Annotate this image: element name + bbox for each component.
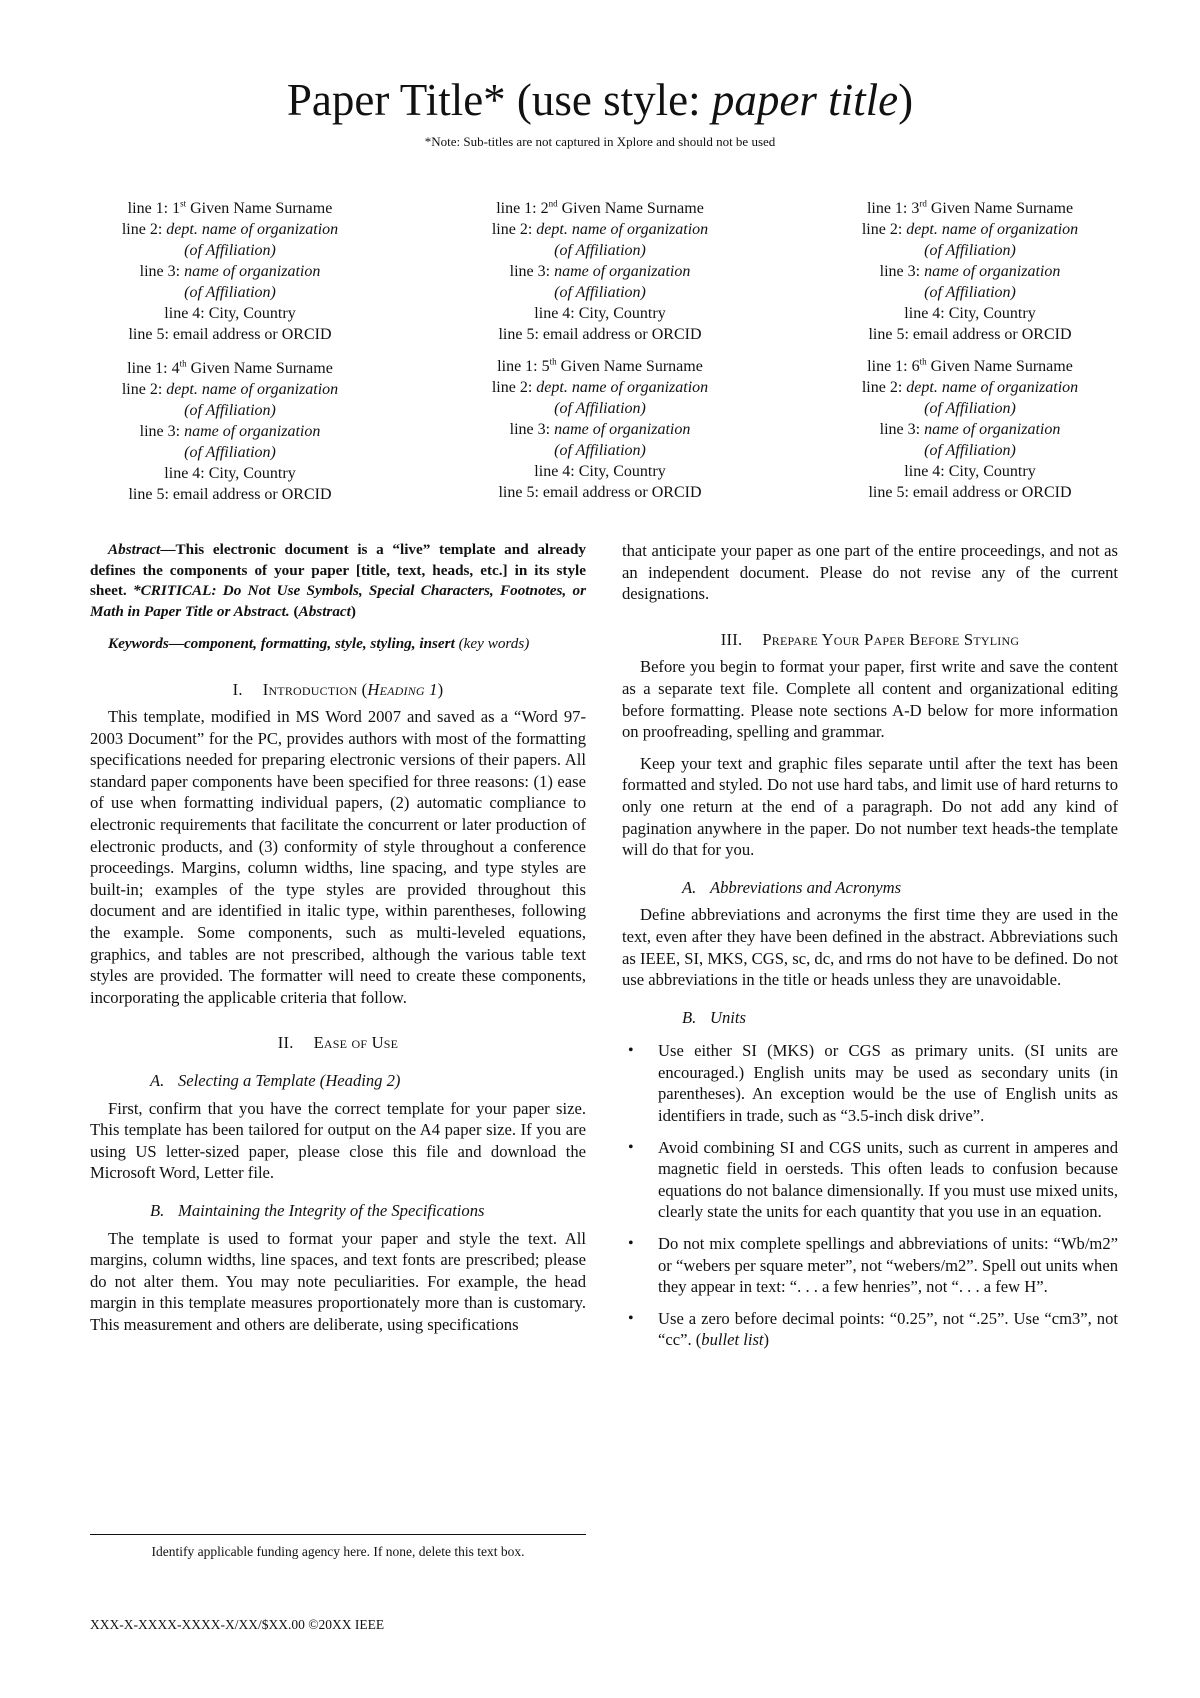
- author-line-2b: (of Affiliation): [554, 400, 646, 417]
- author-line-3b: (of Affiliation): [924, 442, 1016, 459]
- author-line-1: line 1: 3rd Given Name Surname: [866, 198, 1074, 217]
- author-line-2: line 2: dept. name of organization: [861, 221, 1079, 238]
- author-email[interactable]: line 5: email address or ORCID: [128, 486, 332, 503]
- author-line-3b: (of Affiliation): [184, 444, 276, 461]
- author-line-3b: (of Affiliation): [184, 284, 276, 301]
- author-line-2: line 2: dept. name of organization: [121, 381, 339, 398]
- author-line-1: line 1: 6th Given Name Surname: [867, 356, 1073, 375]
- author-3: [810, 198, 1130, 345]
- author-line-2b: (of Affiliation): [554, 242, 646, 259]
- maintaining-integrity-body: The template is used to format your paper and style the text. All margins, column widths, line spaces, and text fonts are prescribed; please do not alter them. You may note peculiarities. For example, the head margin in this template measures proportionately more than is customary. This measurement and others are deliberate, using specifications: [90, 1228, 586, 1334]
- subtitle-note: *Note: Sub-titles are not captured in Xplore and should not be used: [424, 134, 776, 149]
- prepare-body-2: Keep your text and graphic files separate until after the text has been formatted and styled. Do not use hard tabs, and limit use of hard returns to only one return at the end of a paragraph. Do not add any kind of pagination anywhere in the paper. Do not number text heads-the template will do that for you.: [622, 753, 1118, 860]
- list-item: • Avoid combining SI and CGS units, such as current in amperes and magnetic field in oersteds. This often leads to confusion because equations do not balance dimensionally. If you must use mixed units, clearly state the units for each quantity that you use in an equation.: [628, 1137, 1118, 1222]
- author-line-2b: (of Affiliation): [924, 242, 1016, 259]
- heading-units: B. Units: [682, 1007, 746, 1027]
- author-line-4: line 4: City, Country: [164, 465, 296, 482]
- author-line-1: line 1: 5th Given Name Surname: [497, 356, 703, 375]
- units-bullet-list: [622, 1040, 1118, 1351]
- author-line-2: line 2: dept. name of organization: [121, 221, 339, 238]
- author-line-2: line 2: dept. name of organization: [491, 221, 709, 238]
- author-line-3: line 3: name of organization: [879, 421, 1061, 438]
- title-close: ): [898, 75, 914, 125]
- selecting-template-body: First, confirm that you have the correct template for your paper size. This template has been tailored for output on the A4 paper size. If you are using US letter-sized paper, please close this file and download the Microsoft Word, Letter file.: [90, 1098, 586, 1183]
- left-column: [90, 540, 586, 1336]
- list-item: • Use either SI (MKS) or CGS as primary units. (SI units are encouraged.) English units may be used as secondary units (in parentheses). An exception would be the use of English units as identifiers in trade, such as “3.5-inch disk drive”.: [628, 1041, 1118, 1126]
- author-line-2b: (of Affiliation): [924, 400, 1016, 417]
- bullet-icon: •: [628, 1309, 634, 1327]
- author-line-3: line 3: name of organization: [879, 263, 1061, 280]
- copyright-notice: XXX-X-XXXX-XXXX-X/XX/$XX.00 ©20XX IEEE: [90, 1617, 385, 1632]
- author-line-2b: (of Affiliation): [184, 242, 276, 259]
- author-line-4: line 4: City, Country: [904, 305, 1036, 322]
- author-line-4: line 4: City, Country: [904, 463, 1036, 480]
- author-line-3: line 3: name of organization: [509, 421, 691, 438]
- right-column: [622, 540, 1118, 1361]
- author-line-4: line 4: City, Country: [534, 463, 666, 480]
- author-6: [810, 356, 1130, 503]
- introduction-body: This template, modified in MS Word 2007 and saved as a “Word 97-2003 Document” for the PC, provides authors with most of the formatting specifications needed for preparing electronic versions of their papers. All standard paper components have been specified for three reasons: (1) ease of use when formatting individual papers, (2) automatic compliance to electronic requirements that facilitate the concurrent or later production of electronic products, and (3) conformity of style throughout a conference proceedings. Margins, column widths, line spacing, and type styles are built-in; examples of the type styles are provided throughout this document and are identified in italic type, within parentheses, following the example. Some components, such as multi-leveled equations, graphics, and tables are not prescribed, although the various table text styles are provided. The formatter will need to create these components, incorporating the applicable criteria that follow.: [90, 707, 586, 1007]
- bullet-icon: •: [628, 1042, 634, 1060]
- author-email[interactable]: line 5: email address or ORCID: [498, 484, 702, 501]
- author-4: [70, 358, 390, 505]
- heading-ease-of-use: II. Ease of Use: [277, 1033, 399, 1053]
- maintaining-integrity-continued: that anticipate your paper as one part of the entire proceedings, and not as an independent document. Please do not revise any of the current designations.: [622, 541, 1118, 604]
- funding-footnote[interactable]: Identify applicable funding agency here. If none, delete this text box.: [151, 1544, 525, 1559]
- author-line-3b: (of Affiliation): [924, 284, 1016, 301]
- author-line-3b: (of Affiliation): [554, 442, 646, 459]
- title-main: Paper Title* (use style:: [286, 75, 712, 125]
- author-5: [440, 356, 760, 503]
- paper-title: [0, 72, 1200, 128]
- author-2: [440, 198, 760, 345]
- author-line-2b: (of Affiliation): [184, 402, 276, 419]
- heading-prepare-paper: III. Prepare Your Paper Before Styling: [720, 629, 1020, 649]
- author-email[interactable]: line 5: email address or ORCID: [868, 326, 1072, 343]
- author-line-1: line 1: 1st Given Name Surname: [127, 198, 333, 217]
- footnote-divider: [90, 1534, 586, 1535]
- author-line-1: line 1: 2nd Given Name Surname: [496, 198, 704, 217]
- author-line-3: line 3: name of organization: [139, 263, 321, 280]
- author-line-3: line 3: name of organization: [139, 423, 321, 440]
- title-style-name: paper title: [711, 75, 899, 125]
- heading-selecting-template: A. Selecting a Template (Heading 2): [150, 1071, 401, 1090]
- abbreviations-body: Define abbreviations and acronyms the first time they are used in the text, even after they have been defined in the abstract. Abbreviations such as IEEE, SI, MKS, CGS, sc, dc, and rms do not have to be defined. Do not use abbreviations in the title or heads unless they are unavoidable.: [622, 905, 1118, 990]
- author-line-2: line 2: dept. name of organization: [861, 379, 1079, 396]
- author-line-2: line 2: dept. name of organization: [491, 379, 709, 396]
- author-email[interactable]: line 5: email address or ORCID: [868, 484, 1072, 501]
- author-line-4: line 4: City, Country: [534, 305, 666, 322]
- author-email[interactable]: line 5: email address or ORCID: [498, 326, 702, 343]
- abstract: Abstract—This electronic document is a “live” template and already defines the components of your paper [title, text, heads, etc.] in its style sheet. *CRITICAL: Do Not Use Symbols, Special Characters, Footnotes, or Math in Paper Title or Abstract. (Abstract): [90, 541, 587, 620]
- list-item: • Do not mix complete spellings and abbreviations of units: “Wb/m2” or “webers per square meter”, not “webers/m2”. Spell out units when they appear in text: “. . . a few henries”, not “. . . a few H”.: [628, 1234, 1118, 1297]
- author-line-1: line 1: 4th Given Name Surname: [127, 358, 333, 377]
- author-line-3: line 3: name of organization: [509, 263, 691, 280]
- author-line-3b: (of Affiliation): [554, 284, 646, 301]
- heading-abbreviations: A. Abbreviations and Acronyms: [682, 877, 902, 897]
- keywords: Keywords—component, formatting, style, styling, insert (key words): [108, 635, 530, 652]
- bullet-icon: •: [628, 1235, 634, 1253]
- author-line-4: line 4: City, Country: [164, 305, 296, 322]
- heading-introduction: I. Introduction (Heading 1): [232, 679, 444, 699]
- list-item: • Use a zero before decimal points: “0.25”, not “.25”. Use “cm3”, not “cc”. (bullet list): [628, 1308, 1118, 1350]
- prepare-body-1: Before you begin to format your paper, first write and save the content as a separate text file. Complete all content and organizational editing before formatting. Please note sections A-D below for more information on proofreading, spelling and grammar.: [622, 657, 1118, 742]
- author-email[interactable]: line 5: email address or ORCID: [128, 326, 332, 343]
- author-1: [70, 198, 390, 345]
- bullet-icon: •: [628, 1138, 634, 1156]
- heading-maintaining-integrity: B. Maintaining the Integrity of the Specifications: [150, 1200, 485, 1220]
